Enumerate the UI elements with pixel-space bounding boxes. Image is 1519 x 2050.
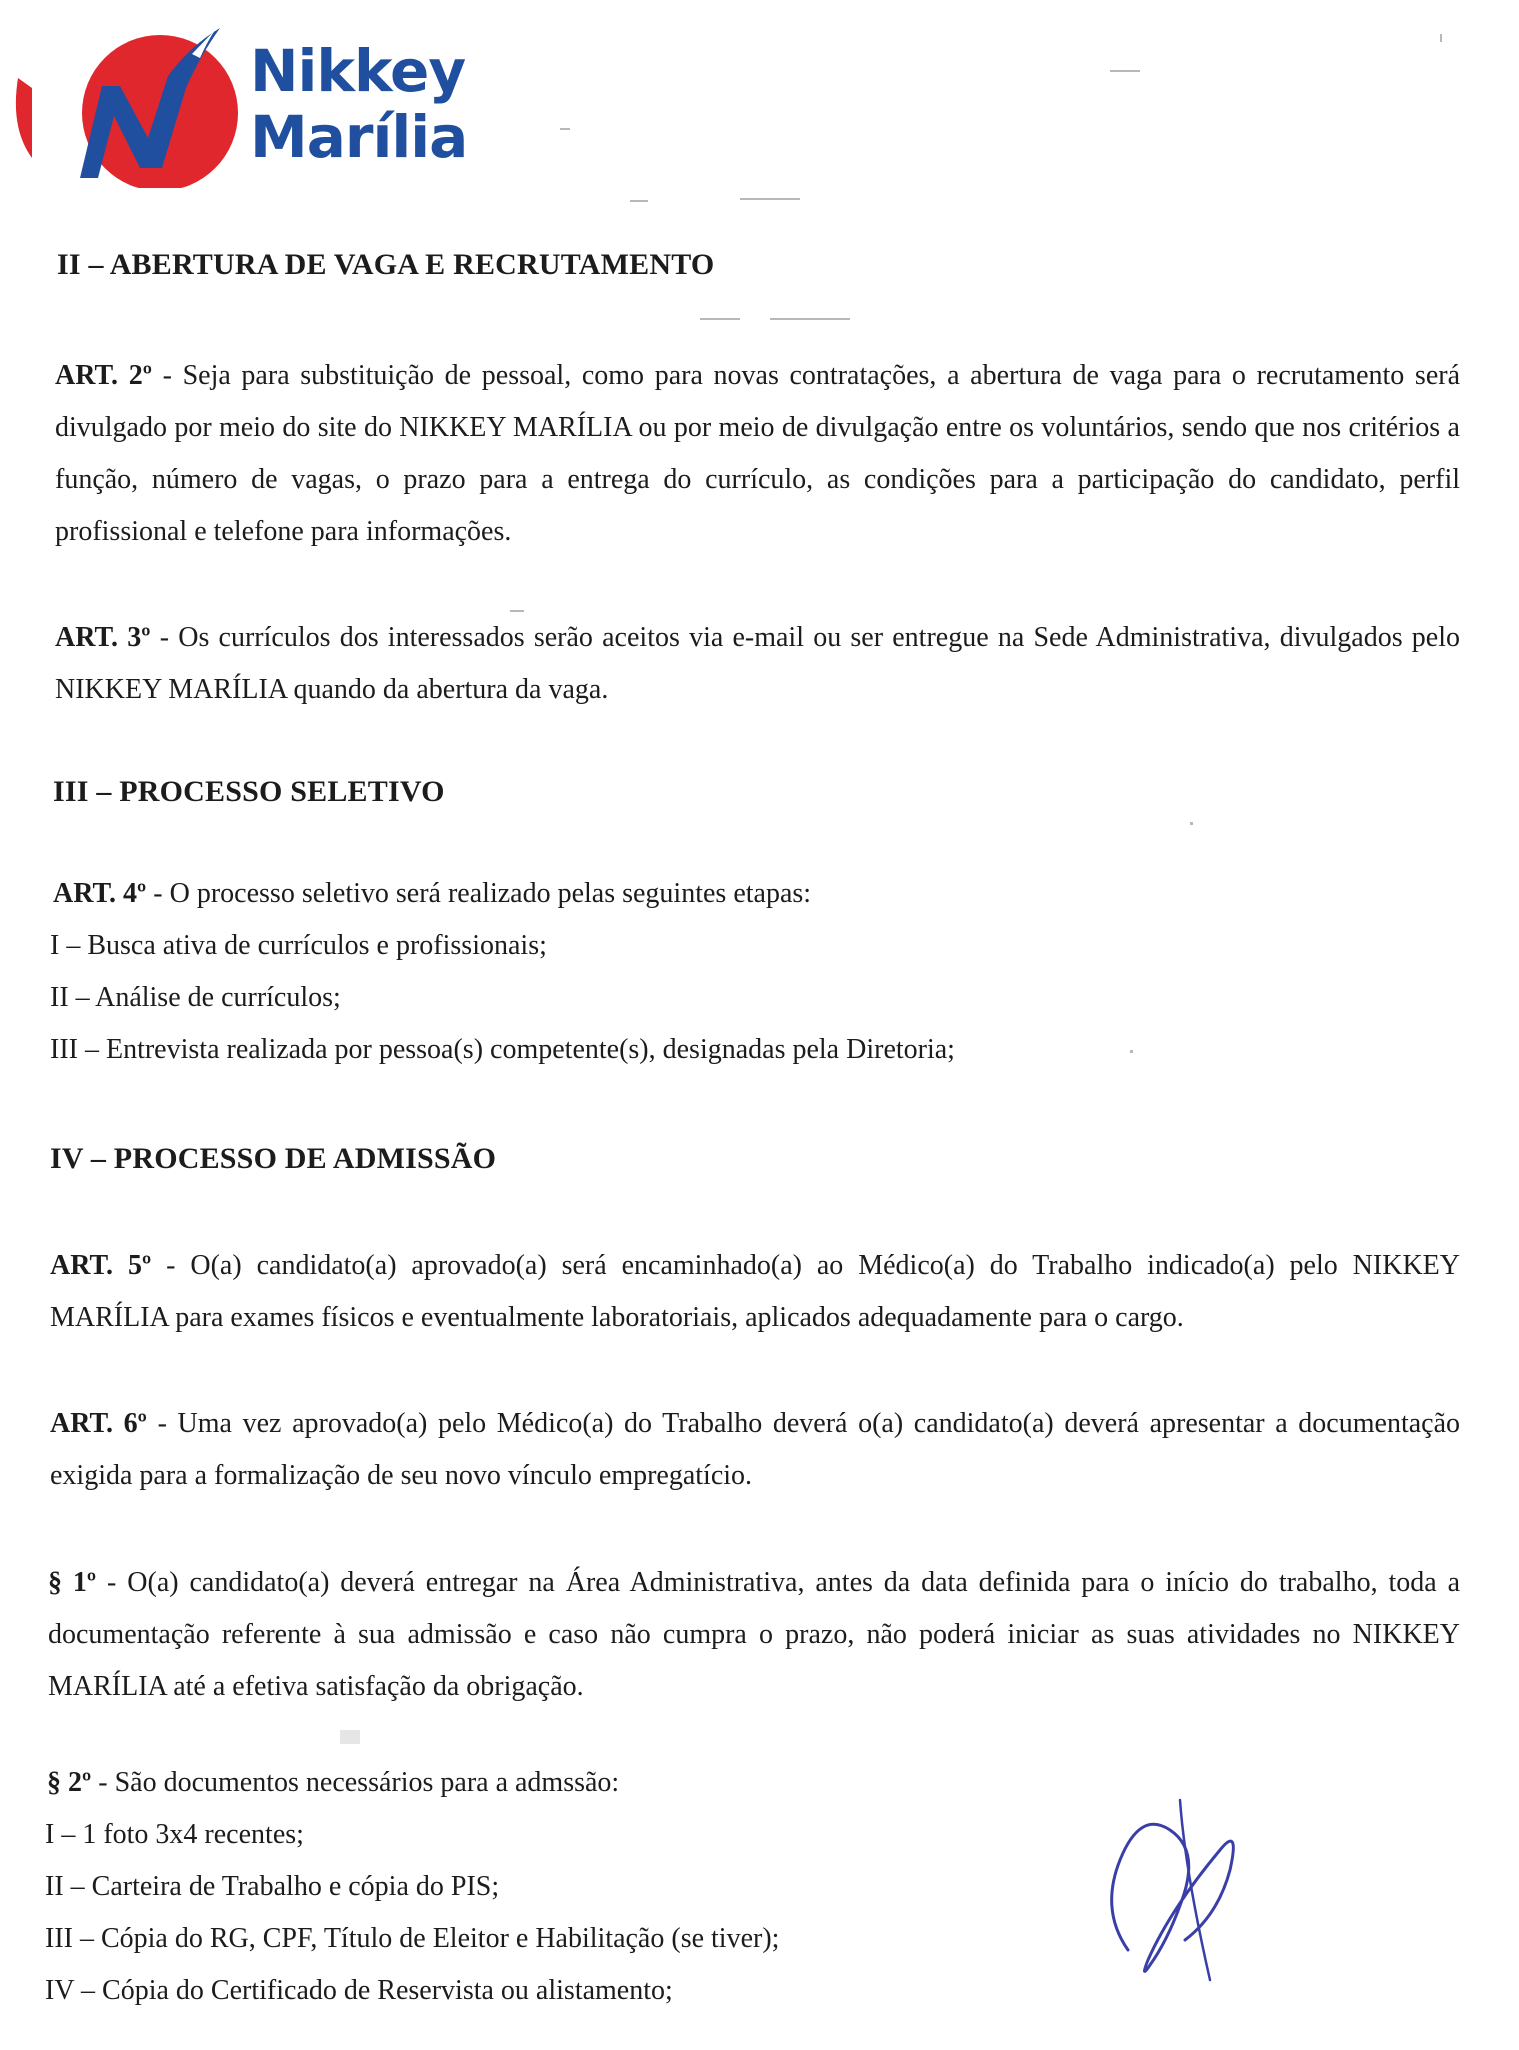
article-6-label: ART. 6º <box>50 1408 147 1439</box>
article-2-label: ART. 2º <box>55 360 152 391</box>
paragraph-2-item: III – Cópia do RG, CPF, Título de Eleitor e Habilitação (se tiver); <box>45 1923 780 1954</box>
nikkey-marilia-logo <box>10 18 490 188</box>
logo-line-1: Nikkey <box>250 37 466 105</box>
article-4-label: ART. 4º <box>53 878 147 909</box>
logo-wordmark <box>250 38 467 170</box>
article-4-item: II – Análise de currículos; <box>50 982 341 1013</box>
section-title-iii: III – PROCESSO SELETIVO <box>53 775 445 808</box>
article-6-text: - Uma vez aprovado(a) pelo Médico(a) do Trabalho deverá o(a) candidato(a) deverá apresentar a documentação exigida para a formalização de seu novo vínculo empregatício. <box>50 1408 1461 1491</box>
article-3-text: - Os currículos dos interessados serão aceitos via e-mail ou ser entregue na Sede Administrativa, divulgados pelo NIKKEY MARÍLIA quando da abertura da vaga. <box>55 622 1460 705</box>
section-title-ii: II – ABERTURA DE VAGA E RECRUTAMENTO <box>57 248 715 281</box>
paragraph-1-label: § 1º <box>48 1567 97 1598</box>
logo-emblem-icon <box>10 18 250 188</box>
article-5-label: ART. 5º <box>50 1250 152 1281</box>
paragraph-2-item: IV – Cópia do Certificado de Reservista ou alistamento; <box>45 1975 673 2006</box>
article-4-item: III – Entrevista realizada por pessoa(s) competente(s), designadas pela Diretoria; <box>50 1034 955 1065</box>
article-2-text: - Seja para substituição de pessoal, como para novas contratações, a abertura de vaga para o recrutamento será divulgado por meio do site do NIKKEY MARÍLIA ou por meio de divulgação entre os voluntários, sendo que nos critérios a função, número de vagas, o prazo para a entrega do currículo, as condições para a participação do candidato, perfil profissional e telefone para informações. <box>55 360 1460 547</box>
signature-initials <box>1090 1790 1260 1990</box>
logo-line-2: Marília <box>250 103 468 171</box>
paragraph-2-label: § 2º <box>47 1767 92 1798</box>
article-4-item: I – Busca ativa de currículos e profissionais; <box>50 930 547 961</box>
section-title-iv: IV – PROCESSO DE ADMISSÃO <box>50 1142 497 1175</box>
paragraph-1-text: - O(a) candidato(a) deverá entregar na Área Administrativa, antes da data definida para o início do trabalho, toda a documentação referente à sua admissão e caso não cumpra o prazo, não poderá iniciar as suas atividades no NIKKEY MARÍLIA até a efetiva satisfação da obrigação. <box>48 1567 1461 1702</box>
article-5-text: - O(a) candidato(a) aprovado(a) será encaminhado(a) ao Médico(a) do Trabalho indicado(a) pelo NIKKEY MARÍLIA para exames físicos e eventualmente laboratoriais, aplicados adequadamente para o cargo. <box>50 1250 1460 1333</box>
paragraph-2-item: II – Carteira de Trabalho e cópia do PIS; <box>45 1871 500 1902</box>
article-3 <box>55 612 1460 716</box>
article-4 <box>53 878 811 910</box>
paragraph-2 <box>47 1767 619 1799</box>
paragraph-2-item: I – 1 foto 3x4 recentes; <box>45 1819 304 1850</box>
article-6 <box>50 1398 1460 1502</box>
article-4-text: - O processo seletivo será realizado pelas seguintes etapas: <box>146 878 812 909</box>
article-3-label: ART. 3º <box>55 622 151 653</box>
article-5 <box>50 1240 1460 1344</box>
paragraph-2-text: - São documentos necessários para a admssão: <box>91 1767 620 1798</box>
paragraph-1 <box>48 1557 1460 1713</box>
article-2 <box>55 350 1460 558</box>
